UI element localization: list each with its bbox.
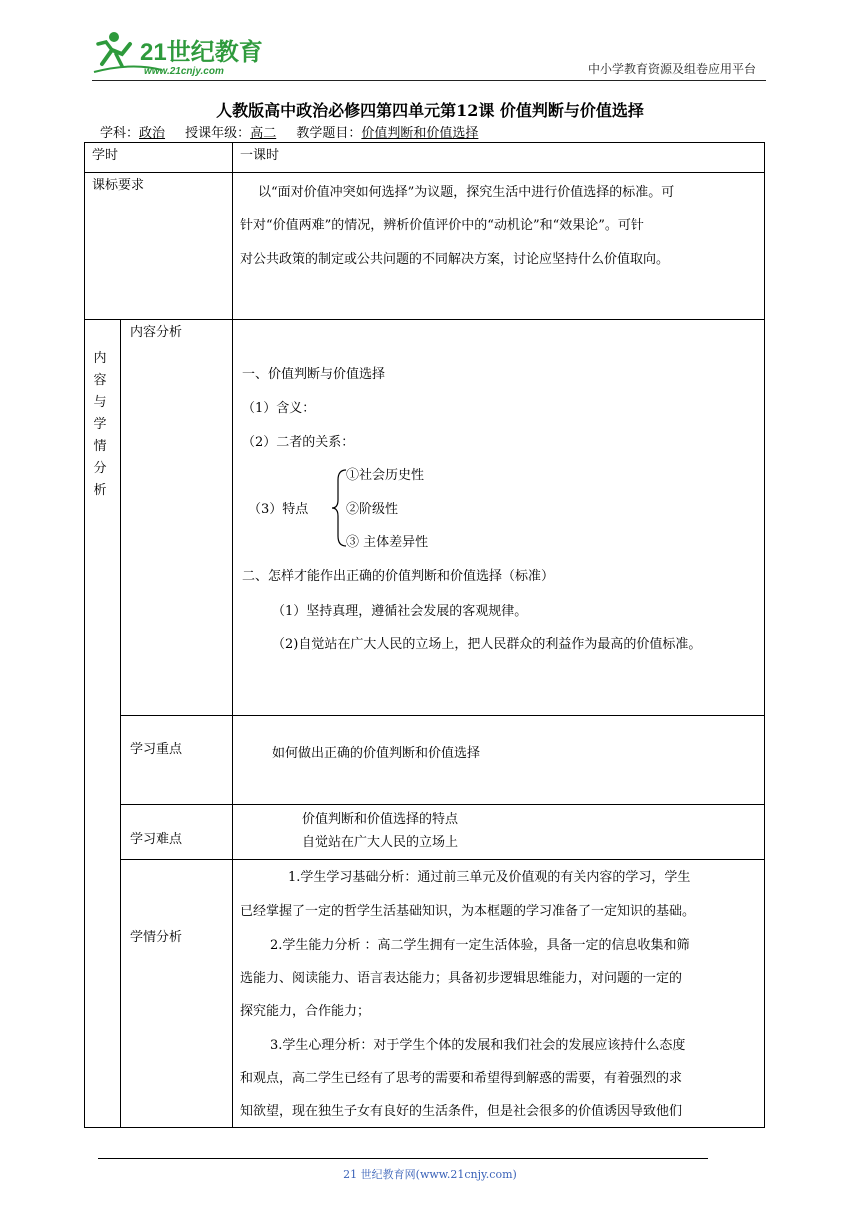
- student-line-3: 2.学生能力分析 ：高二学生拥有一定生活体验，具备一定的信息收集和筛: [270, 938, 690, 953]
- standard-item-1: （1）坚持真理，遵循社会发展的客观规律。: [272, 604, 528, 619]
- standard-line-3: 对公共政策的制定或公共问题的不同解决方案，讨论应坚持什么价值取向。: [240, 252, 670, 267]
- topic-label: 教学题目：: [296, 126, 362, 141]
- key-points-value: 如何做出正确的价值判断和价值选择: [272, 746, 481, 761]
- standard-item-2: （2)自觉站在广大人民的立场上，把人民群众的利益作为最高的价值标准。: [272, 637, 702, 652]
- student-line-2: 已经掌握了一定的哲学生活基础知识，为本框题的学习准备了一定知识的基础。: [240, 904, 696, 919]
- student-line-7: 和观点，高二学生已经有了思考的需要和希望得到解惑的需要，有着强烈的求: [240, 1071, 683, 1086]
- student-line-5: 探究能力，合作能力；: [240, 1004, 371, 1019]
- content-item-relation: （2）二者的关系：: [242, 435, 355, 450]
- content-analysis-label: 内容分析: [130, 325, 183, 340]
- difficult-value-1: 价值判断和价值选择的特点: [302, 812, 459, 827]
- content-item-meaning: （1）含义：: [242, 401, 316, 416]
- content-item-features: （3）特点: [248, 502, 309, 517]
- subject-value: 政治: [139, 126, 166, 141]
- class-hours-value: 一课时: [240, 148, 280, 163]
- class-hours-label: 学时: [92, 148, 119, 163]
- footer-divider: [98, 1158, 708, 1159]
- key-points-label: 学习重点: [130, 742, 183, 757]
- document-title: 人教版高中政治必修四第四单元第12课 价值判断与价值选择: [216, 101, 644, 120]
- header-divider: [92, 80, 766, 81]
- grade-value: 高二: [250, 126, 277, 141]
- logo-text: 21世纪教育: [140, 39, 262, 66]
- student-analysis-label: 学情分析: [130, 930, 183, 945]
- grade-label: 授课年级：: [185, 126, 251, 141]
- logo-url: www.21cnjy.com: [144, 66, 224, 77]
- platform-name: 中小学教育资源及组卷应用平台: [587, 62, 756, 76]
- student-line-1: 1.学生学习基础分析：通过前三单元及价值观的有关内容的学习，学生: [288, 870, 691, 885]
- student-line-6: 3.学生心理分析：对于学生个体的发展和我们社会的发展应该持什么态度: [270, 1038, 686, 1053]
- site-logo: [92, 28, 262, 80]
- difficult-value-2: 自觉站在广大人民的立场上: [302, 835, 459, 850]
- student-line-8: 知欲望，现在独生子女有良好的生活条件，但是社会很多的价值诱因导致他们: [240, 1104, 683, 1119]
- subject-label: 学科：: [100, 126, 140, 141]
- feature-1: ①社会历史性: [346, 468, 425, 483]
- lesson-meta: [100, 122, 478, 141]
- standard-label: 课标要求: [92, 178, 145, 193]
- difficult-label: 学习难点: [130, 832, 183, 847]
- feature-2: ②阶级性: [346, 502, 399, 517]
- section-label-vertical: 内 容 与 学 情 分 析: [93, 351, 107, 498]
- standard-line-2: 针对“价值两难”的情况，辨析价值评价中的“动机论”和“效果论”。可针: [240, 218, 644, 233]
- content-heading-2: 二、怎样才能作出正确的价值判断和价值选择（标准）: [242, 569, 555, 584]
- content-heading-1: 一、价值判断与价值选择: [242, 367, 386, 382]
- footer-text: 21 世纪教育网(www.21cnjy.com): [343, 1168, 517, 1181]
- topic-value: 价值判断和价值选择: [361, 126, 479, 141]
- standard-line-1: 以“面对价值冲突如何选择”为议题，探究生活中进行价值选择的标准。可: [258, 185, 675, 200]
- student-line-4: 选能力、阅读能力、语言表达能力；具备初步逻辑思维能力，对问题的一定的: [240, 971, 683, 986]
- feature-3: ③ 主体差异性: [346, 535, 429, 550]
